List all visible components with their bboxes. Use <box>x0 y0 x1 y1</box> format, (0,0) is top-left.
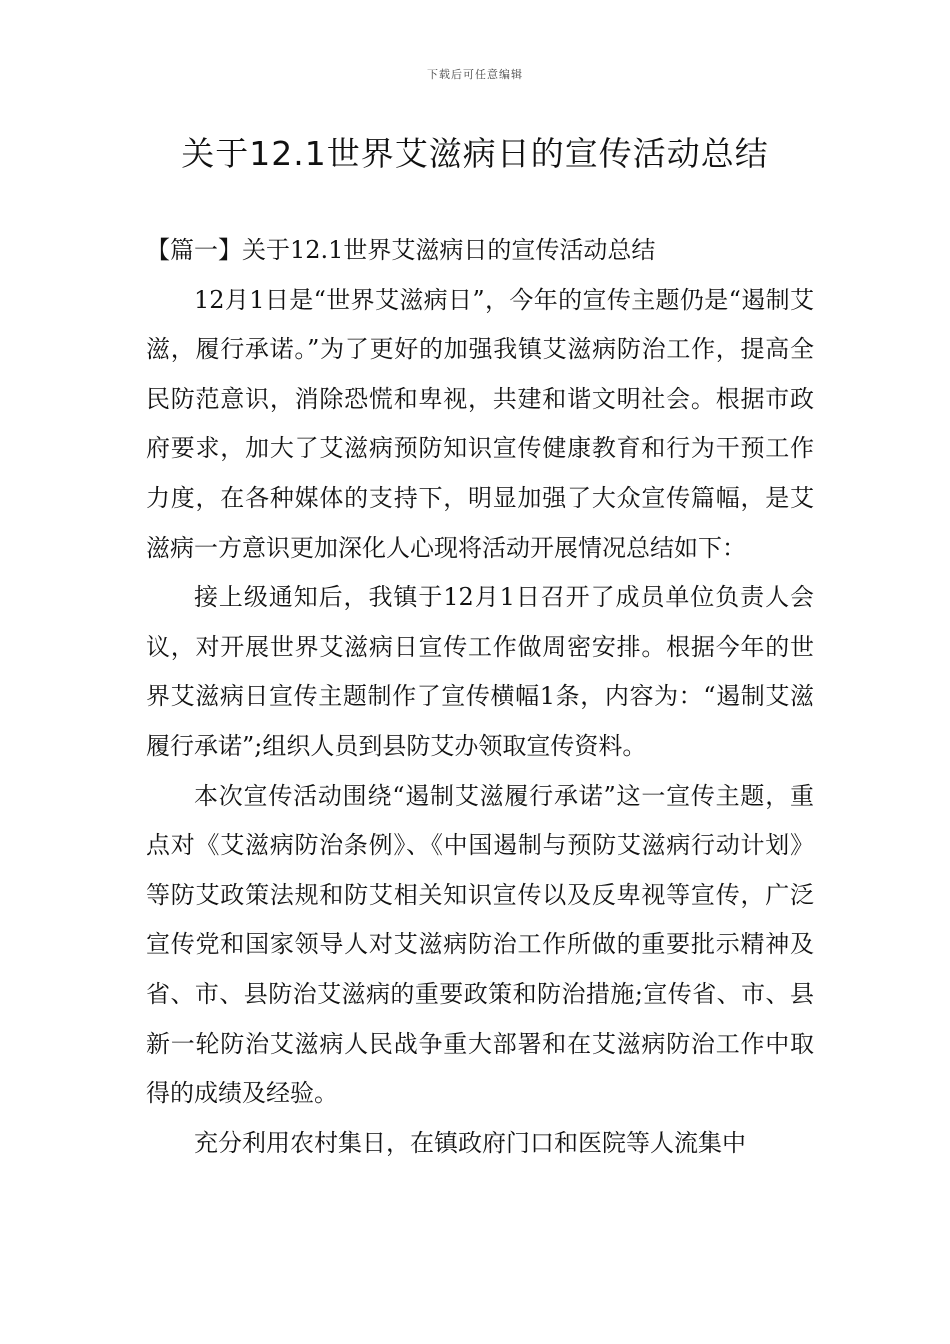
document-title: 关于12.1世界艾滋病日的宣传活动总结 <box>181 134 769 173</box>
document-body <box>146 226 814 1168</box>
header-note: 下载后可任意编辑 <box>427 68 523 81</box>
paragraph-3: 本次宣传活动围绕“遏制艾滋履行承诺”这一宣传主题，重点对《艾滋病防治条例》、《中国遏制与预防艾滋病行动计划》等防艾政策法规和防艾相关知识宣传以及反卑视等宣传，广泛宣传党和国家领导人对艾滋病防治工作所做的重要批示精神及省、市、县防治艾滋病的重要政策和防治措施;宣传省、市、县新一轮防治艾滋病人民战争重大部署和在艾滋病防治工作中取得的成绩及经验。 <box>146 781 814 1108</box>
paragraph-4: 充分利用农村集日，在镇政府门口和医院等人流集中 <box>194 1128 746 1157</box>
paragraph-1: 12月1日是“世界艾滋病日”，今年的宣传主题仍是“遏制艾滋，履行承诺。”为了更好的加强我镇艾滋病防治工作，提高全民防范意识，消除恐慌和卑视，共建和谐文明社会。根据市政府要求，加大了艾滋病预防知识宣传健康教育和行为干预工作力度，在各种媒体的支持下，明显加强了大众宣传篇幅，是艾滋病一方意识更加深化人心现将活动开展情况总结如下： <box>146 285 814 562</box>
paragraph-2: 接上级通知后，我镇于12月1日召开了成员单位负责人会议，对开展世界艾滋病日宣传工作做周密安排。根据今年的世界艾滋病日宣传主题制作了宣传横幅1条，内容为：“遏制艾滋履行承诺”;组织人员到县防艾办领取宣传资料。 <box>146 583 814 760</box>
section-heading: 【篇一】关于12.1世界艾滋病日的宣传活动总结 <box>146 236 656 264</box>
